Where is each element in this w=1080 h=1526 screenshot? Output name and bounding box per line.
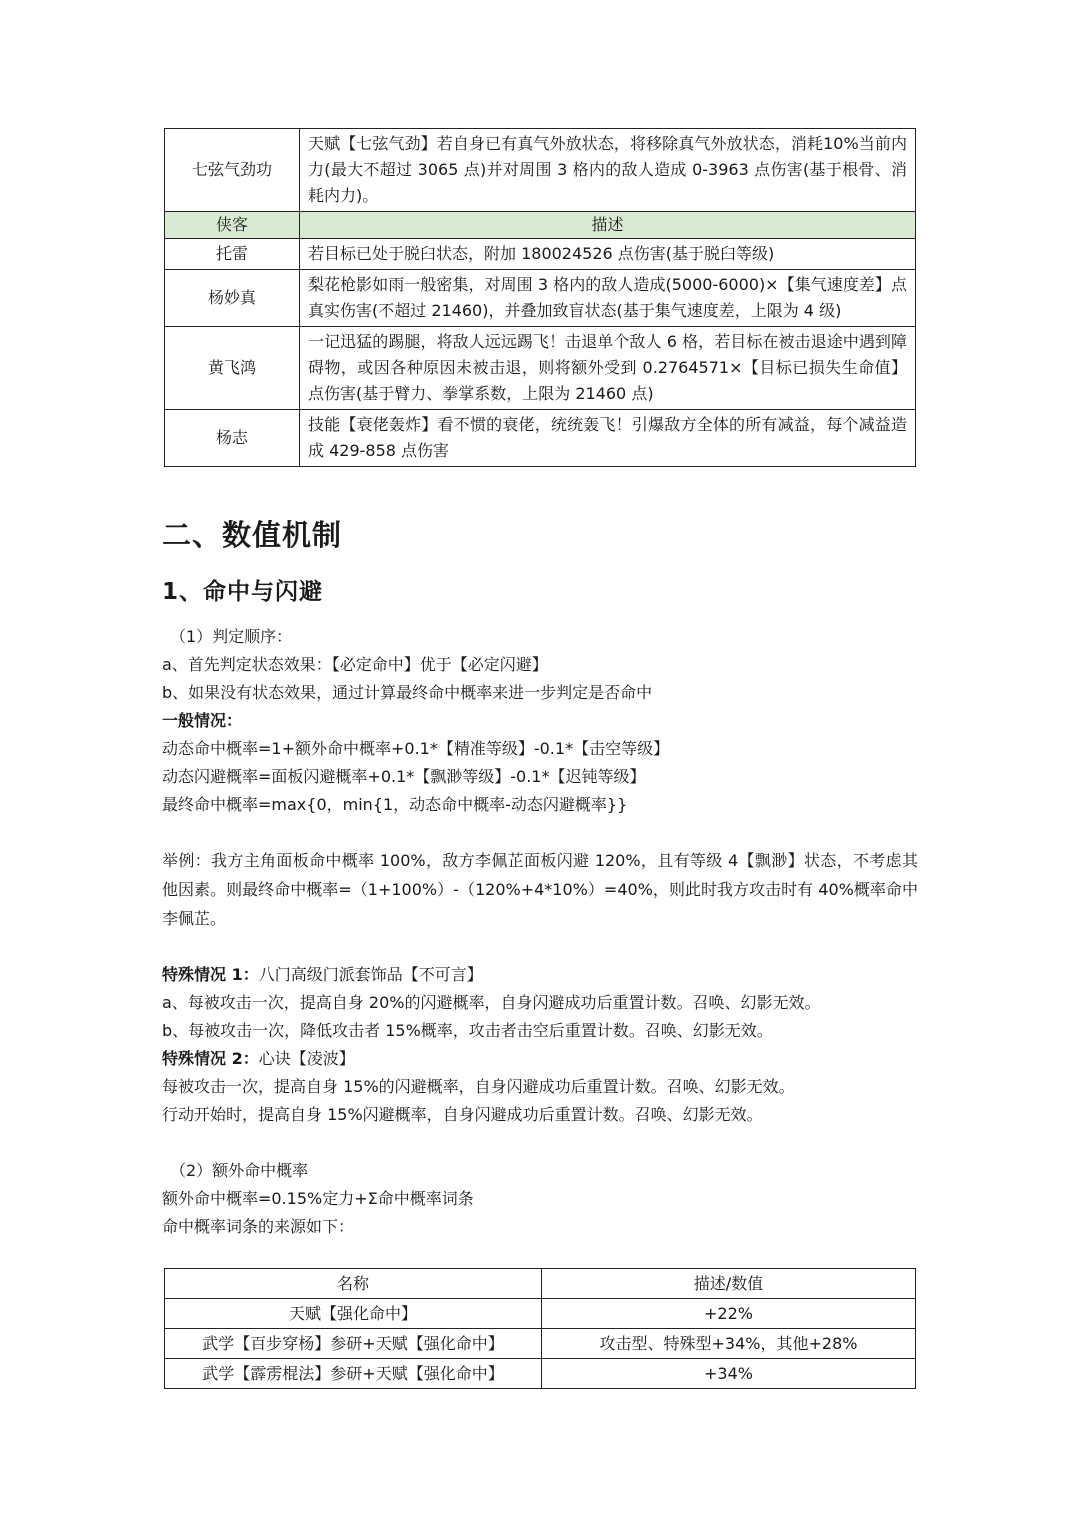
order-heading: （1）判定顺序： xyxy=(170,627,293,646)
formula-final-hit: 最终命中概率=max{0，min{1，动态命中概率-动态闪避概率}} xyxy=(162,795,628,814)
section-title: 二、数值机制 xyxy=(162,518,343,552)
example-paragraph: 举例：我方主角面板命中概率 100%，敌方李佩芷面板闪避 120%，且有等级 4【飘渺】状态，不考虑其他因素。则最终命中概率=（1+100%）-（120%+4*10%）=40%，则此时我方攻击时有 40%概率命中李佩芷。 xyxy=(162,851,918,928)
special-1-item-a: a、每被攻击一次，提高自身 20%的闪避概率，自身闪避成功后重置计数。召唤、幻影无效。 xyxy=(162,993,821,1012)
special-1-item-b: b、每被攻击一次，降低攻击者 15%概率，攻击者击空后重置计数。召唤、幻影无效。 xyxy=(162,1021,773,1040)
skill-desc: 天赋【七弦气劲】若自身已有真气外放状态，将移除真气外放状态，消耗10%当前内力(最大不超过 3065 点)并对周围 3 格内的敌人造成 0-3963 点伤害(基于根骨、消耗内力)。 xyxy=(300,129,916,212)
special-1-label: 特殊情况 1： xyxy=(162,965,259,984)
special-2-label: 特殊情况 2： xyxy=(162,1049,259,1068)
table-header-row xyxy=(165,212,916,239)
table-row xyxy=(165,1329,916,1359)
order-item-b: b、如果没有状态效果，通过计算最终命中概率来进一步判定是否命中 xyxy=(162,683,653,702)
general-label: 一般情况： xyxy=(162,711,243,730)
hero-desc: 梨花枪影如雨一般密集，对周围 3 格内的敌人造成(5000-6000)×【集气速度差】点真实伤害(不超过 21460)，并叠加致盲状态(基于集气速度差，上限为 4 级) xyxy=(300,270,916,327)
special-2-line-2: 行动开始时，提高自身 15%闪避概率，自身闪避成功后重置计数。召唤、幻影无效。 xyxy=(162,1105,763,1124)
hit-source-table xyxy=(164,1268,916,1389)
special-2-line-1: 每被攻击一次，提高自身 15%的闪避概率，自身闪避成功后重置计数。召唤、幻影无效。 xyxy=(162,1077,795,1096)
table-row xyxy=(165,1299,916,1329)
source-value: +34% xyxy=(542,1359,916,1389)
formula-dynamic-hit: 动态命中概率=1+额外命中概率+0.1*【精准等级】-0.1*【击空等级】 xyxy=(162,739,670,758)
table-row xyxy=(165,239,916,270)
table-row xyxy=(165,327,916,410)
table-row xyxy=(165,270,916,327)
table-row xyxy=(165,129,916,212)
table-row xyxy=(165,1359,916,1389)
extra-source-intro: 命中概率词条的来源如下： xyxy=(162,1217,355,1236)
source-name: 武学【百步穿杨】参研+天赋【强化命中】 xyxy=(165,1329,542,1359)
source-value: +22% xyxy=(542,1299,916,1329)
table-header-row xyxy=(165,1269,916,1299)
table-row xyxy=(165,410,916,467)
hero-name: 杨妙真 xyxy=(165,270,300,327)
source-name: 武学【霹雳棍法】参研+天赋【强化命中】 xyxy=(165,1359,542,1389)
order-item-a: a、首先判定状态效果：【必定命中】优于【必定闪避】 xyxy=(162,655,548,674)
formula-dynamic-dodge: 动态闪避概率=面板闪避概率+0.1*【飘渺等级】-0.1*【迟钝等级】 xyxy=(162,767,646,786)
source-name: 天赋【强化命中】 xyxy=(165,1299,542,1329)
special-case-2 xyxy=(162,1046,355,1069)
hero-name: 托雷 xyxy=(165,239,300,270)
hero-name: 黄飞鸿 xyxy=(165,327,300,410)
special-case-1 xyxy=(162,962,483,985)
source-value: 攻击型、特殊型+34%，其他+28% xyxy=(542,1329,916,1359)
header-name: 名称 xyxy=(165,1269,542,1299)
skill-table xyxy=(164,128,916,467)
header-value: 描述/数值 xyxy=(542,1269,916,1299)
hero-desc: 一记迅猛的踢腿，将敌人远远踢飞！击退单个敌人 6 格，若目标在被击退途中遇到障碍物，或因各种原因未被击退，则将额外受到 0.2764571×【目标已损失生命值】点伤害(基于臂力、拳掌系数，上限为 21460 点) xyxy=(300,327,916,410)
special-2-text: 心诀【凌波】 xyxy=(258,1049,355,1068)
header-desc: 描述 xyxy=(300,212,916,239)
hero-name: 杨志 xyxy=(165,410,300,467)
extra-heading: （2）额外命中概率 xyxy=(170,1161,309,1180)
hero-desc: 技能【衰佬轰炸】看不惯的衰佬，统统轰飞！引爆敌方全体的所有减益，每个减益造成 429-858 点伤害 xyxy=(300,410,916,467)
special-1-text: 八门高级门派套饰品【不可言】 xyxy=(258,965,483,984)
extra-formula: 额外命中概率=0.15%定力+Σ命中概率词条 xyxy=(162,1189,474,1208)
hero-desc: 若目标已处于脱臼状态，附加 180024526 点伤害(基于脱臼等级) xyxy=(300,239,916,270)
skill-name: 七弦气劲功 xyxy=(165,129,300,212)
header-hero: 侠客 xyxy=(165,212,300,239)
subsection-title: 1、命中与闪避 xyxy=(162,579,324,605)
